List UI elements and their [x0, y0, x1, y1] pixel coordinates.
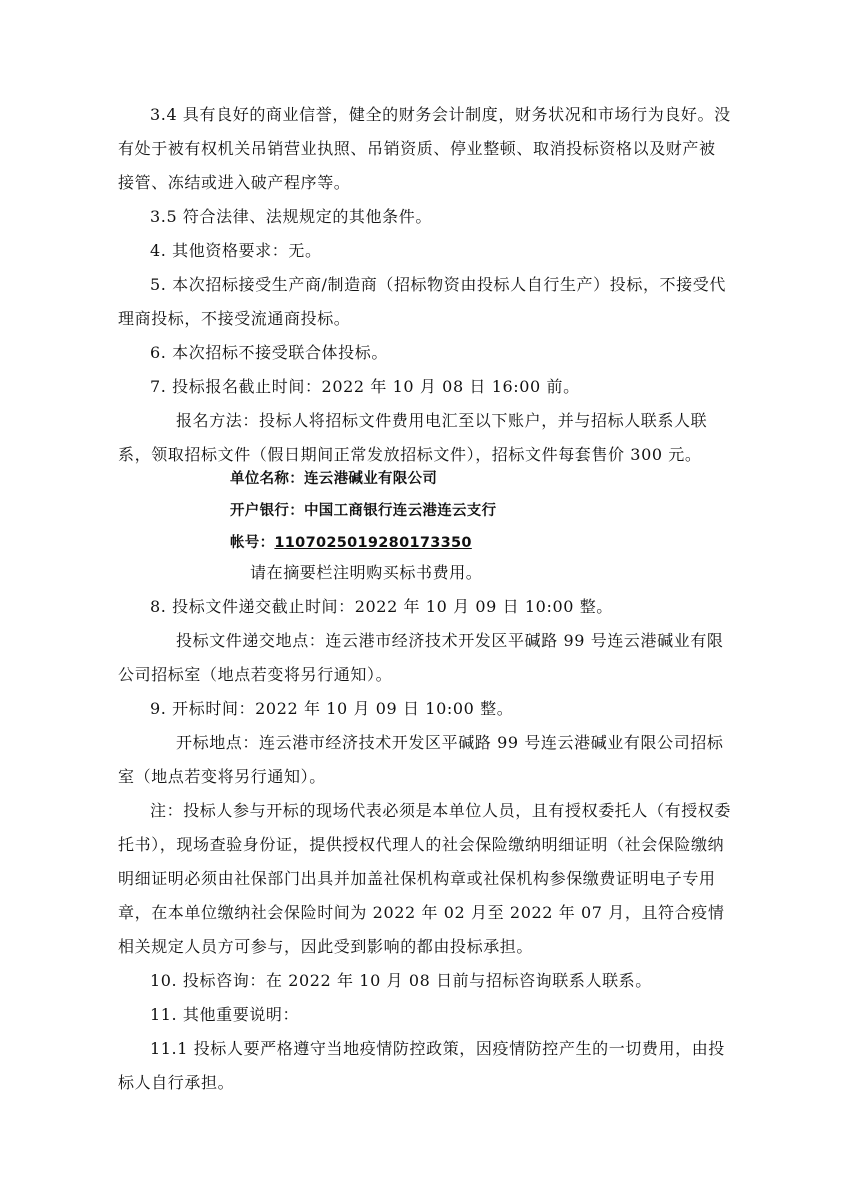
paragraph-9: 9. 开标时间：2022 年 10 月 09 日 10:00 整。: [150, 699, 514, 718]
paragraph-5: 5. 本次招标接受生产商/制造商（招标物资由投标人自行生产）投标，不接受代理商投标，不接受流通商投标。: [118, 275, 726, 328]
paragraph-note: 注：投标人参与开标的现场代表必须是本单位人员，且有授权委托人（有授权委托书），现场查验身份证，提供授权代理人的社会保险缴纳明细证明（社会保险缴纳明细证明必须由社保部门出具并加盖社保机构章或社保机构参保缴费证明电子专用章，在本单位缴纳社会保险时间为 2022 年 02 月至 2022 年 07 月，且符合疫情相关规定人员方可参与，因此受到影响的都由投标承担。: [118, 801, 732, 956]
account-number-label: 帐号：: [230, 535, 275, 551]
account-unit-label: 单位名称：: [230, 471, 304, 487]
account-number-value: 1107025019280173350: [274, 535, 472, 551]
paragraph-8: 8. 投标文件递交截止时间：2022 年 10 月 09 日 10:00 整。: [150, 597, 613, 616]
account-unit: [230, 462, 437, 496]
paragraph-3-5: 3.5 符合法律、法规规定的其他条件。: [150, 207, 432, 226]
account-unit-value: 连云港碱业有限公司: [304, 471, 438, 487]
paragraph-8-place: 投标文件递交地点：连云港市经济技术开发区平碱路 99 号连云港碱业有限公司招标室（地点若变将另行通知）。: [118, 631, 724, 684]
paragraph-9-place: 开标地点：连云港市经济技术开发区平碱路 99 号连云港碱业有限公司招标室（地点若变将另行通知）。: [118, 733, 724, 786]
paragraph-10: 10. 投标咨询：在 2022 年 10 月 08 日前与招标咨询联系人联系。: [150, 971, 652, 990]
paragraph-4: 4. 其他资格要求：无。: [150, 241, 322, 260]
account-number: [230, 526, 472, 560]
paragraph-7-note: 请在摘要栏注明购买标书费用。: [250, 563, 483, 582]
paragraph-6: 6. 本次招标不接受联合体投标。: [150, 343, 388, 362]
account-bank-label: 开户银行：: [230, 503, 304, 519]
paragraph-11: 11. 其他重要说明：: [150, 1005, 300, 1024]
account-bank: [230, 494, 496, 528]
account-bank-value: 中国工商银行连云港连云支行: [304, 503, 497, 519]
paragraph-3-4: 3.4 具有良好的商业信誉，健全的财务会计制度，财务状况和市场行为良好。没有处于被有权机关吊销营业执照、吊销资质、停业整顿、取消投标资格以及财产被接管、冻结或进入破产程序等。: [118, 105, 731, 192]
paragraph-7: 7. 投标报名截止时间：2022 年 10 月 08 日 16:00 前。: [150, 377, 580, 396]
paragraph-7-method: 报名方法：投标人将招标文件费用电汇至以下账户，并与招标人联系人联系，领取招标文件（假日期间正常发放招标文件），招标文件每套售价 300 元。: [118, 411, 708, 464]
paragraph-11-1: 11.1 投标人要严格遵守当地疫情防控政策，因疫情防控产生的一切费用，由投标人自行承担。: [118, 1039, 725, 1092]
